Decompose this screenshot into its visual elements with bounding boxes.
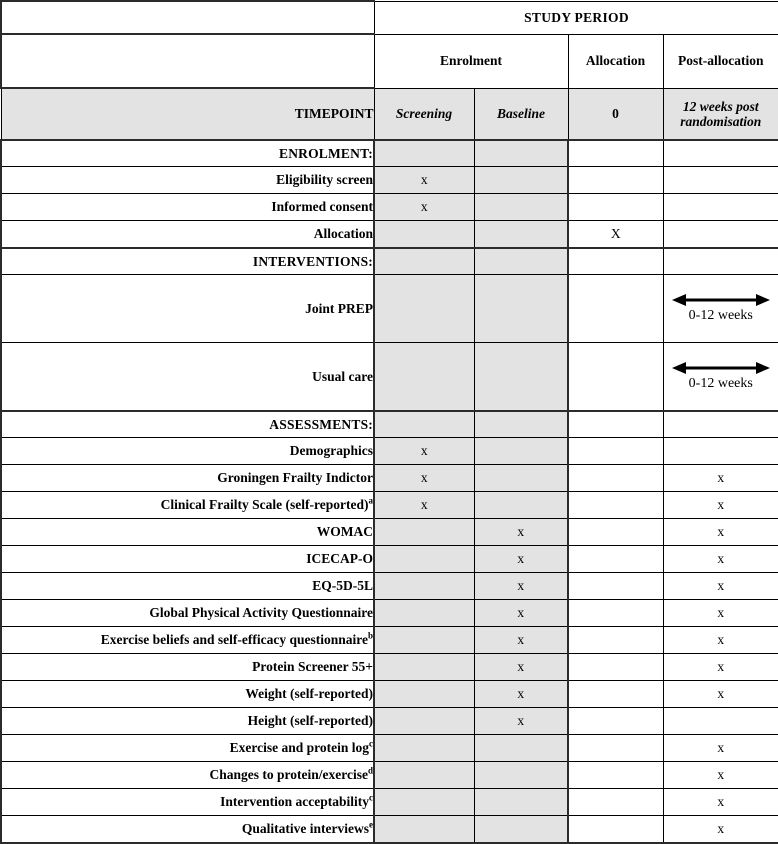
mark-cell-empty <box>474 167 568 194</box>
mark-cell-empty <box>474 438 568 465</box>
period-group-row <box>1 34 778 88</box>
row-label-text: Global Physical Activity Questionnaire <box>149 605 373 620</box>
period-header-allocation: Allocation <box>568 34 663 88</box>
mark-cell-empty <box>568 438 663 465</box>
mark-cell-empty <box>474 275 568 343</box>
mark-cell-filled: x <box>374 194 474 221</box>
intervention-duration-arrow <box>664 293 778 307</box>
section-heading-cell <box>374 248 474 275</box>
table-row <box>1 762 778 789</box>
row-label-text: WOMAC <box>317 524 373 539</box>
mark-cell-empty <box>374 708 474 735</box>
row-label <box>1 167 374 194</box>
row-label <box>1 221 374 249</box>
mark-cell-empty <box>663 221 778 249</box>
mark-cell-filled: x <box>474 546 568 573</box>
mark-cell-empty <box>374 762 474 789</box>
mark-cell-filled: x <box>474 681 568 708</box>
section-heading-row-enrolment <box>1 140 778 167</box>
section-heading-cell <box>568 248 663 275</box>
row-label-text: Weight (self-reported) <box>245 686 373 701</box>
mark-cell-empty <box>663 194 778 221</box>
mark-cell-filled: x <box>663 681 778 708</box>
section-heading-interventions: INTERVENTIONS: <box>1 248 374 275</box>
mark-cell-filled: x <box>663 546 778 573</box>
table-row <box>1 275 778 343</box>
table-row <box>1 789 778 816</box>
section-heading-cell <box>663 140 778 167</box>
row-label-text: Protein Screener 55+ <box>252 659 373 674</box>
intervention-period-cell <box>663 343 778 412</box>
section-heading-cell <box>474 248 568 275</box>
section-heading-cell <box>474 140 568 167</box>
mark-cell-empty <box>568 546 663 573</box>
mark-cell-empty <box>663 167 778 194</box>
row-label-text: Exercise and protein log <box>230 740 369 755</box>
mark-cell-empty <box>374 816 474 844</box>
row-label <box>1 654 374 681</box>
table-row <box>1 465 778 492</box>
row-label-text: ICECAP-O <box>306 551 373 566</box>
table-row <box>1 654 778 681</box>
mark-cell-empty <box>568 762 663 789</box>
table-row <box>1 167 778 194</box>
row-label <box>1 492 374 519</box>
row-label-text: Clinical Frailty Scale (self-reported) <box>161 497 369 512</box>
corner-blank-cell <box>1 1 374 34</box>
row-label-text: Allocation <box>314 226 373 241</box>
row-label <box>1 275 374 343</box>
mark-cell-empty <box>474 465 568 492</box>
section-heading-cell <box>474 411 568 438</box>
table-row <box>1 573 778 600</box>
mark-cell-empty <box>374 343 474 412</box>
mark-cell-empty <box>374 221 474 249</box>
row-label <box>1 573 374 600</box>
mark-cell-filled: x <box>663 573 778 600</box>
row-label-text: Changes to protein/exercise <box>210 767 368 782</box>
mark-cell-filled: x <box>374 438 474 465</box>
mark-cell-empty <box>568 465 663 492</box>
section-heading-enrolment: ENROLMENT: <box>1 140 374 167</box>
mark-cell-filled: x <box>663 465 778 492</box>
mark-cell-empty <box>568 654 663 681</box>
row-label-superscript: e <box>369 820 373 830</box>
section-heading-row-assessments <box>1 411 778 438</box>
arrow-duration-label: 0-12 weeks <box>664 308 778 324</box>
mark-cell-empty <box>568 519 663 546</box>
mark-cell-filled: x <box>663 735 778 762</box>
mark-cell-filled: x <box>374 465 474 492</box>
intervention-period-cell <box>663 275 778 343</box>
mark-cell-empty <box>474 221 568 249</box>
mark-cell-empty <box>568 343 663 412</box>
mark-cell-empty <box>374 735 474 762</box>
mark-cell-empty <box>568 275 663 343</box>
mark-cell-filled: x <box>474 600 568 627</box>
table-row <box>1 627 778 654</box>
mark-cell-empty <box>374 627 474 654</box>
mark-cell-filled: x <box>663 654 778 681</box>
row-label <box>1 816 374 844</box>
timepoint-label: TIMEPOINT <box>1 88 374 140</box>
mark-cell-empty <box>568 167 663 194</box>
row-label-superscript: c <box>369 793 373 803</box>
mark-cell-filled: x <box>663 816 778 844</box>
row-label <box>1 708 374 735</box>
mark-cell-empty <box>568 194 663 221</box>
mark-cell-empty <box>568 573 663 600</box>
row-label-superscript: c <box>369 739 373 749</box>
mark-cell-filled: x <box>474 654 568 681</box>
section-heading-cell <box>568 140 663 167</box>
intervention-duration-arrow <box>664 361 778 375</box>
row-label <box>1 762 374 789</box>
table-row <box>1 735 778 762</box>
mark-cell-filled: x <box>663 627 778 654</box>
mark-cell-empty <box>568 735 663 762</box>
section-heading-cell <box>663 248 778 275</box>
table-row <box>1 816 778 844</box>
table-row <box>1 681 778 708</box>
row-label-text: Eligibility screen <box>276 172 373 187</box>
mark-cell-filled: x <box>374 492 474 519</box>
mark-cell-empty <box>374 573 474 600</box>
mark-cell-filled: x <box>474 573 568 600</box>
row-label-superscript: b <box>368 631 373 641</box>
mark-cell-filled: X <box>568 221 663 249</box>
timepoint-row <box>1 88 778 140</box>
mark-cell-empty <box>374 600 474 627</box>
mark-cell-filled: x <box>374 167 474 194</box>
section-heading-cell <box>374 140 474 167</box>
row-label-text: Informed consent <box>271 199 373 214</box>
row-label-text: Height (self-reported) <box>248 713 373 728</box>
row-label <box>1 681 374 708</box>
row-label <box>1 438 374 465</box>
mark-cell-empty <box>474 492 568 519</box>
study-period-header-row <box>1 1 778 34</box>
row-label-text: Intervention acceptability <box>220 794 369 809</box>
mark-cell-empty <box>374 681 474 708</box>
arrow-duration-label: 0-12 weeks <box>664 376 778 392</box>
timepoint-value-3: 12 weeks post randomisation <box>663 88 778 140</box>
mark-cell-empty <box>568 600 663 627</box>
mark-cell-filled: x <box>663 762 778 789</box>
mark-cell-empty <box>568 789 663 816</box>
row-label-text: EQ-5D-5L <box>312 578 373 593</box>
mark-cell-empty <box>474 343 568 412</box>
timepoint-value-1: Baseline <box>474 88 568 140</box>
row-label-text: Demographics <box>290 443 373 458</box>
table-row <box>1 546 778 573</box>
row-label-text: Groningen Frailty Indictor <box>217 470 373 485</box>
row-label <box>1 600 374 627</box>
period-row-blank-label <box>1 34 374 88</box>
row-label-superscript: d <box>368 766 373 776</box>
mark-cell-empty <box>474 194 568 221</box>
mark-cell-empty <box>474 735 568 762</box>
table-row <box>1 708 778 735</box>
table-row <box>1 194 778 221</box>
period-header-enrolment: Enrolment <box>374 34 568 88</box>
row-label <box>1 627 374 654</box>
row-label-superscript: a <box>369 496 374 506</box>
mark-cell-empty <box>474 762 568 789</box>
section-heading-cell <box>568 411 663 438</box>
table-row <box>1 343 778 412</box>
mark-cell-filled: x <box>474 627 568 654</box>
study-period-title: STUDY PERIOD <box>374 1 778 34</box>
table-row <box>1 438 778 465</box>
mark-cell-empty <box>568 627 663 654</box>
timepoint-value-0: Screening <box>374 88 474 140</box>
mark-cell-filled: x <box>663 600 778 627</box>
mark-cell-empty <box>568 492 663 519</box>
row-label-text: Usual care <box>312 369 373 384</box>
section-heading-row-interventions <box>1 248 778 275</box>
mark-cell-empty <box>568 816 663 844</box>
row-label <box>1 789 374 816</box>
row-label-text: Joint PREP <box>305 301 373 316</box>
table-row <box>1 519 778 546</box>
row-label <box>1 735 374 762</box>
mark-cell-empty <box>374 654 474 681</box>
mark-cell-empty <box>663 438 778 465</box>
mark-cell-filled: x <box>474 519 568 546</box>
row-label <box>1 465 374 492</box>
mark-cell-filled: x <box>663 519 778 546</box>
mark-cell-empty <box>474 789 568 816</box>
row-label <box>1 519 374 546</box>
table-row <box>1 600 778 627</box>
row-label <box>1 343 374 412</box>
mark-cell-empty <box>663 708 778 735</box>
mark-cell-empty <box>374 275 474 343</box>
mark-cell-empty <box>474 816 568 844</box>
period-header-post-allocation: Post-allocation <box>663 34 778 88</box>
mark-cell-empty <box>568 681 663 708</box>
section-heading-cell <box>374 411 474 438</box>
mark-cell-empty <box>568 708 663 735</box>
mark-cell-empty <box>374 519 474 546</box>
mark-cell-filled: x <box>663 492 778 519</box>
timepoint-value-2: 0 <box>568 88 663 140</box>
section-heading-cell <box>663 411 778 438</box>
mark-cell-empty <box>374 789 474 816</box>
row-label-text: Qualitative interviews <box>242 821 369 836</box>
mark-cell-filled: x <box>474 708 568 735</box>
table-row <box>1 221 778 249</box>
row-label <box>1 546 374 573</box>
mark-cell-empty <box>374 546 474 573</box>
mark-cell-filled: x <box>663 789 778 816</box>
row-label-text: Exercise beliefs and self-efficacy questionnaire <box>101 632 368 647</box>
row-label <box>1 194 374 221</box>
table-row <box>1 492 778 519</box>
section-heading-assessments: ASSESSMENTS: <box>1 411 374 438</box>
